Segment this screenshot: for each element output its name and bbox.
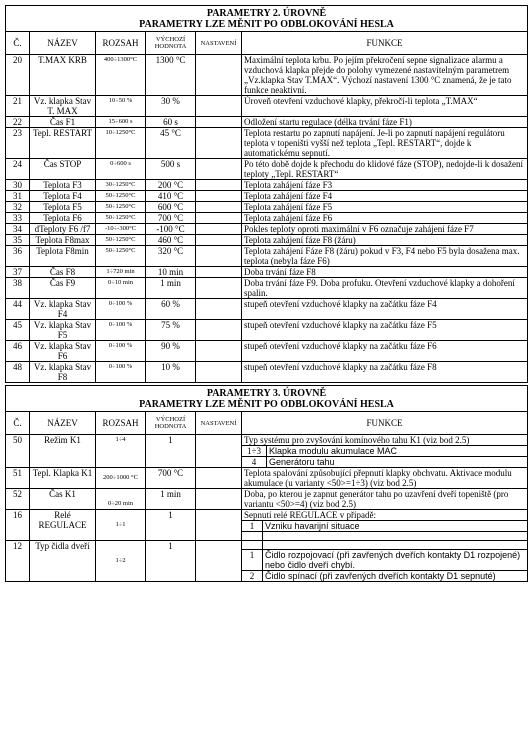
param-number: 50 — [6, 435, 30, 468]
param-function — [242, 510, 528, 541]
param-default: 1 — [146, 541, 196, 582]
param-range: 15÷600 s — [96, 117, 146, 128]
section2-rows — [6, 55, 528, 383]
option-list — [242, 541, 527, 581]
parameters-table-level-3 — [5, 385, 528, 582]
param-function: stupeň otevření vzduchové klapky na začátku fáze F6 — [242, 341, 528, 362]
table-row — [6, 489, 528, 510]
param-number: 20 — [6, 55, 30, 96]
param-default: 410 °C — [146, 191, 196, 202]
header-number: Č. — [6, 412, 30, 435]
param-name: T.MAX KRB — [30, 55, 96, 96]
table-row — [6, 202, 528, 213]
param-range: 10÷50 % — [96, 96, 146, 117]
param-name: Relé REGULACE — [30, 510, 96, 541]
param-setting[interactable] — [196, 278, 242, 299]
param-name: Čas F1 — [30, 117, 96, 128]
param-function: stupeň otevření vzduchové klapky na začátku fáze F5 — [242, 320, 528, 341]
header-range: ROZSAH — [96, 32, 146, 55]
table-row — [6, 510, 528, 541]
param-setting[interactable] — [196, 267, 242, 278]
param-setting[interactable] — [196, 235, 242, 246]
option-text: Klapka modulu akumulace MAC — [269, 446, 398, 456]
param-default: 1 min — [146, 489, 196, 510]
param-name: Vz. klapka Stav F8 — [30, 362, 96, 383]
section3-header-row — [6, 412, 528, 435]
section2-title-line2: PARAMETRY LZE MĚNIT PO ODBLOKOVÁNÍ HESLA — [139, 19, 394, 30]
param-function: stupeň otevření vzduchové klapky na začátku fáze F8 — [242, 362, 528, 383]
param-setting[interactable] — [196, 541, 242, 582]
option-key: 1 — [242, 521, 263, 532]
header-number: Č. — [6, 32, 30, 55]
param-function: Teplota zahájení fáze F6 — [242, 213, 528, 224]
table-row — [6, 235, 528, 246]
param-default: 1 min — [146, 278, 196, 299]
param-default: 200 °C — [146, 180, 196, 191]
param-setting[interactable] — [196, 362, 242, 383]
param-default: 75 % — [146, 320, 196, 341]
param-range: 50÷1250°C — [96, 191, 146, 202]
param-name: Vz. klapka Stav F5 — [30, 320, 96, 341]
section2-header-row — [6, 32, 528, 55]
param-name: Typ čidla dveří — [30, 541, 96, 582]
param-function: Maximální teplota krbu. Po jejím překročení sepne signalizace alarmu a vzduchová klapka přejde do polohy vymezené nastavitelným parametrem „Vz.klapka Stav T.MAX“. Výchozí nastavení 1300 °C znamená, že je tato funkce neaktivní. — [242, 55, 528, 96]
param-number: 45 — [6, 320, 30, 341]
param-range: 1÷4 — [96, 435, 146, 468]
param-setting[interactable] — [196, 180, 242, 191]
param-setting[interactable] — [196, 510, 242, 541]
section3-title-line2: PARAMETRY LZE MĚNIT PO ODBLOKOVÁNÍ HESLA — [139, 399, 394, 410]
param-default: 460 °C — [146, 235, 196, 246]
param-function: Teplota zahájení Fáze F8 (žáru) pokud v F3, F4 nebo F5 byla dosažena max. teplota (nebyla fáze F6) — [242, 246, 528, 267]
table-row — [6, 468, 528, 489]
param-function: stupeň otevření vzduchové klapky na začátku fáze F4 — [242, 299, 528, 320]
param-number: 22 — [6, 117, 30, 128]
param-setting[interactable] — [196, 224, 242, 235]
param-name: Čas F8 — [30, 267, 96, 278]
header-function: FUNKCE — [242, 412, 528, 435]
param-setting[interactable] — [196, 246, 242, 267]
param-name: Teplota F5 — [30, 202, 96, 213]
param-number: 38 — [6, 278, 30, 299]
param-range: 50÷1250°C — [96, 235, 146, 246]
section2-title — [6, 6, 528, 32]
param-name: Čas F9 — [30, 278, 96, 299]
param-function: Teplota zahájení fáze F8 (žáru) — [242, 235, 528, 246]
param-name: Čas STOP — [30, 159, 96, 180]
param-default: 1 — [146, 435, 196, 468]
param-range: 0÷20 min — [96, 489, 146, 510]
param-default: 60 s — [146, 117, 196, 128]
table-row — [6, 278, 528, 299]
param-name: Teplota F4 — [30, 191, 96, 202]
header-setting: NASTAVENÍ — [196, 32, 242, 55]
param-number: 48 — [6, 362, 30, 383]
section3-title — [6, 386, 528, 412]
param-range: -10÷-300°C — [96, 224, 146, 235]
param-function: Doba, po kterou je zapnut generátor tahu po uzavření dveří topeniště (pro variantu <50>=4) (viz bod 2.5) — [242, 489, 528, 510]
param-default: 1 — [146, 510, 196, 541]
param-number: 46 — [6, 341, 30, 362]
param-name: Režim K1 — [30, 435, 96, 468]
section2-title-line1: PARAMETRY 2. ÚROVNĚ — [206, 8, 327, 19]
option-list — [242, 445, 527, 467]
param-range: 30÷1250°C — [96, 180, 146, 191]
param-number: 24 — [6, 159, 30, 180]
table-row — [6, 299, 528, 320]
option-text: Generátoru tahu — [267, 457, 528, 468]
option-list — [242, 520, 527, 540]
table-row — [6, 246, 528, 267]
param-name: Teplota F8max — [30, 235, 96, 246]
table-row — [6, 362, 528, 383]
param-setting[interactable] — [196, 468, 242, 489]
param-default: 500 s — [146, 159, 196, 180]
param-setting[interactable] — [196, 489, 242, 510]
table-row — [6, 213, 528, 224]
header-function: FUNKCE — [242, 32, 528, 55]
section3-title-line1: PARAMETRY 3. ÚROVNĚ — [206, 388, 327, 399]
param-number: 12 — [6, 541, 30, 582]
param-function: Pokles teploty oproti maximální v F6 označuje zahájení fáze F7 — [242, 224, 528, 235]
table-row — [6, 541, 528, 582]
param-setting[interactable] — [196, 191, 242, 202]
table-row — [6, 320, 528, 341]
table-row — [6, 159, 528, 180]
param-default: 10 min — [146, 267, 196, 278]
header-default: VÝCHOZÍ HODNOTA — [146, 32, 196, 55]
param-function-text: Sepnutí relé REGULACE v případě: — [244, 510, 376, 520]
param-number: 35 — [6, 235, 30, 246]
param-name: Tepl. RESTART — [30, 128, 96, 159]
option-text: Čidlo spínací (při zavřených dveřích kontakty D1 sepnuté) — [263, 571, 528, 582]
param-range: 50÷1250°C — [96, 246, 146, 267]
param-number: 34 — [6, 224, 30, 235]
param-default: 45 °C — [146, 128, 196, 159]
table-row — [6, 128, 528, 159]
param-number: 31 — [6, 191, 30, 202]
param-function: Teplota zahájení fáze F4 — [242, 191, 528, 202]
param-range: 10÷1250°C — [96, 128, 146, 159]
param-default: 10 % — [146, 362, 196, 383]
param-number: 44 — [6, 299, 30, 320]
param-range: 50÷1250°C — [96, 213, 146, 224]
option-key: 1÷3 — [242, 446, 267, 457]
table-row — [6, 180, 528, 191]
param-default: 60 % — [146, 299, 196, 320]
parameters-table-level-2 — [5, 5, 528, 383]
param-default: 700 °C — [146, 468, 196, 489]
param-function: Úroveň otevření vzduchové klapky, překročí-li teplota „T.MAX“ — [242, 96, 528, 117]
table-row — [6, 55, 528, 96]
param-default: 30 % — [146, 96, 196, 117]
param-setting[interactable] — [196, 117, 242, 128]
param-setting[interactable] — [196, 299, 242, 320]
param-name: Čas K1 — [30, 489, 96, 510]
param-range: 0÷100 % — [96, 299, 146, 320]
param-setting[interactable] — [196, 341, 242, 362]
param-number: 16 — [6, 510, 30, 541]
option-key: 4 — [242, 457, 267, 468]
param-default: 90 % — [146, 341, 196, 362]
param-default: 1300 °C — [146, 55, 196, 96]
param-default: 700 °C — [146, 213, 196, 224]
param-range: 0÷100 % — [96, 320, 146, 341]
param-range: 400÷1300°C — [96, 55, 146, 96]
param-number: 32 — [6, 202, 30, 213]
param-name: Tepl. Klapka K1 — [30, 468, 96, 489]
param-range: 0÷600 s — [96, 159, 146, 180]
param-number: 33 — [6, 213, 30, 224]
param-number: 23 — [6, 128, 30, 159]
param-function — [242, 435, 528, 468]
param-range: 0÷10 min — [96, 278, 146, 299]
param-number: 21 — [6, 96, 30, 117]
param-name: Vz. klapka Stav F4 — [30, 299, 96, 320]
option-text: Čidlo rozpojovací (při zavřených dveřích kontakty D1 rozpojené) nebo čidlo dveří chybí. — [263, 550, 528, 571]
param-setting[interactable] — [196, 128, 242, 159]
param-setting[interactable] — [196, 202, 242, 213]
param-setting[interactable] — [196, 159, 242, 180]
param-range: 50÷1250°C — [96, 202, 146, 213]
param-function: Odložení startu regulace (délka trvání fáze F1) — [242, 117, 528, 128]
table-row — [6, 341, 528, 362]
param-range: 200÷1000 °C — [96, 468, 146, 489]
table-row — [6, 117, 528, 128]
table-row — [6, 96, 528, 117]
header-setting: NASTAVENÍ — [196, 412, 242, 435]
param-number: 51 — [6, 468, 30, 489]
param-function — [242, 541, 528, 582]
option-text: Vzniku havarijní situace — [265, 521, 360, 531]
option-key: 1 — [242, 550, 263, 571]
param-number: 52 — [6, 489, 30, 510]
param-setting[interactable] — [196, 55, 242, 96]
param-function: Teplota restartu po zapnutí napájení. Je-li po zapnutí napájení regulátoru teplota v topeništi vyšší než teplota „Tepl. RESTART“, dojde k automatickému sepnutí. — [242, 128, 528, 159]
param-setting[interactable] — [196, 435, 242, 468]
param-range: 0÷100 % — [96, 362, 146, 383]
header-default: VÝCHOZÍ HODNOTA — [146, 412, 196, 435]
table-row — [6, 267, 528, 278]
header-range: ROZSAH — [96, 412, 146, 435]
table-row — [6, 191, 528, 202]
param-name: Teplota F3 — [30, 180, 96, 191]
param-name: Teplota F6 — [30, 213, 96, 224]
param-number: 36 — [6, 246, 30, 267]
param-number: 37 — [6, 267, 30, 278]
table-row — [6, 224, 528, 235]
param-setting[interactable] — [196, 96, 242, 117]
param-function: Teplota zahájení fáze F5 — [242, 202, 528, 213]
param-range: 1÷1 — [96, 510, 146, 541]
param-function: Po této době dojde k přechodu do klidové fáze (STOP), nedojde-li k dosažení teploty „Tepl. RESTART“ — [242, 159, 528, 180]
param-function: Doba trvání fáze F8 — [242, 267, 528, 278]
param-number: 30 — [6, 180, 30, 191]
param-function-text: Typ systému pro zvyšování komínového tahu K1 (viz bod 2.5) — [244, 435, 470, 445]
param-setting[interactable] — [196, 213, 242, 224]
param-name: Vz. klapka Stav F6 — [30, 341, 96, 362]
table-row — [6, 435, 528, 468]
option-key: 2 — [242, 571, 263, 582]
param-default: 320 °C — [146, 246, 196, 267]
param-range: 1÷2 — [96, 541, 146, 582]
param-name: Vz. klapka Stav T. MAX — [30, 96, 96, 117]
param-name: dTeploty F6 /f7 — [30, 224, 96, 235]
header-name: NÁZEV — [30, 412, 96, 435]
param-function: Teplota zahájení fáze F3 — [242, 180, 528, 191]
param-function: Teplota spalování způsobující přepnutí klapky obchvatu. Aktivace modulu akumulace (u varianty <50>=1÷3) (viz bod 2.5) — [242, 468, 528, 489]
header-name: NÁZEV — [30, 32, 96, 55]
param-range: 0÷100 % — [96, 341, 146, 362]
param-default: 600 °C — [146, 202, 196, 213]
param-name: Teplota F8min — [30, 246, 96, 267]
parameters-page — [5, 5, 527, 582]
param-setting[interactable] — [196, 320, 242, 341]
param-default: -100 °C — [146, 224, 196, 235]
param-function: Doba trvání fáze F9. Doba profuku. Otevření vzduchové klapky a dohoření spalin. — [242, 278, 528, 299]
param-range: 1÷720 min — [96, 267, 146, 278]
